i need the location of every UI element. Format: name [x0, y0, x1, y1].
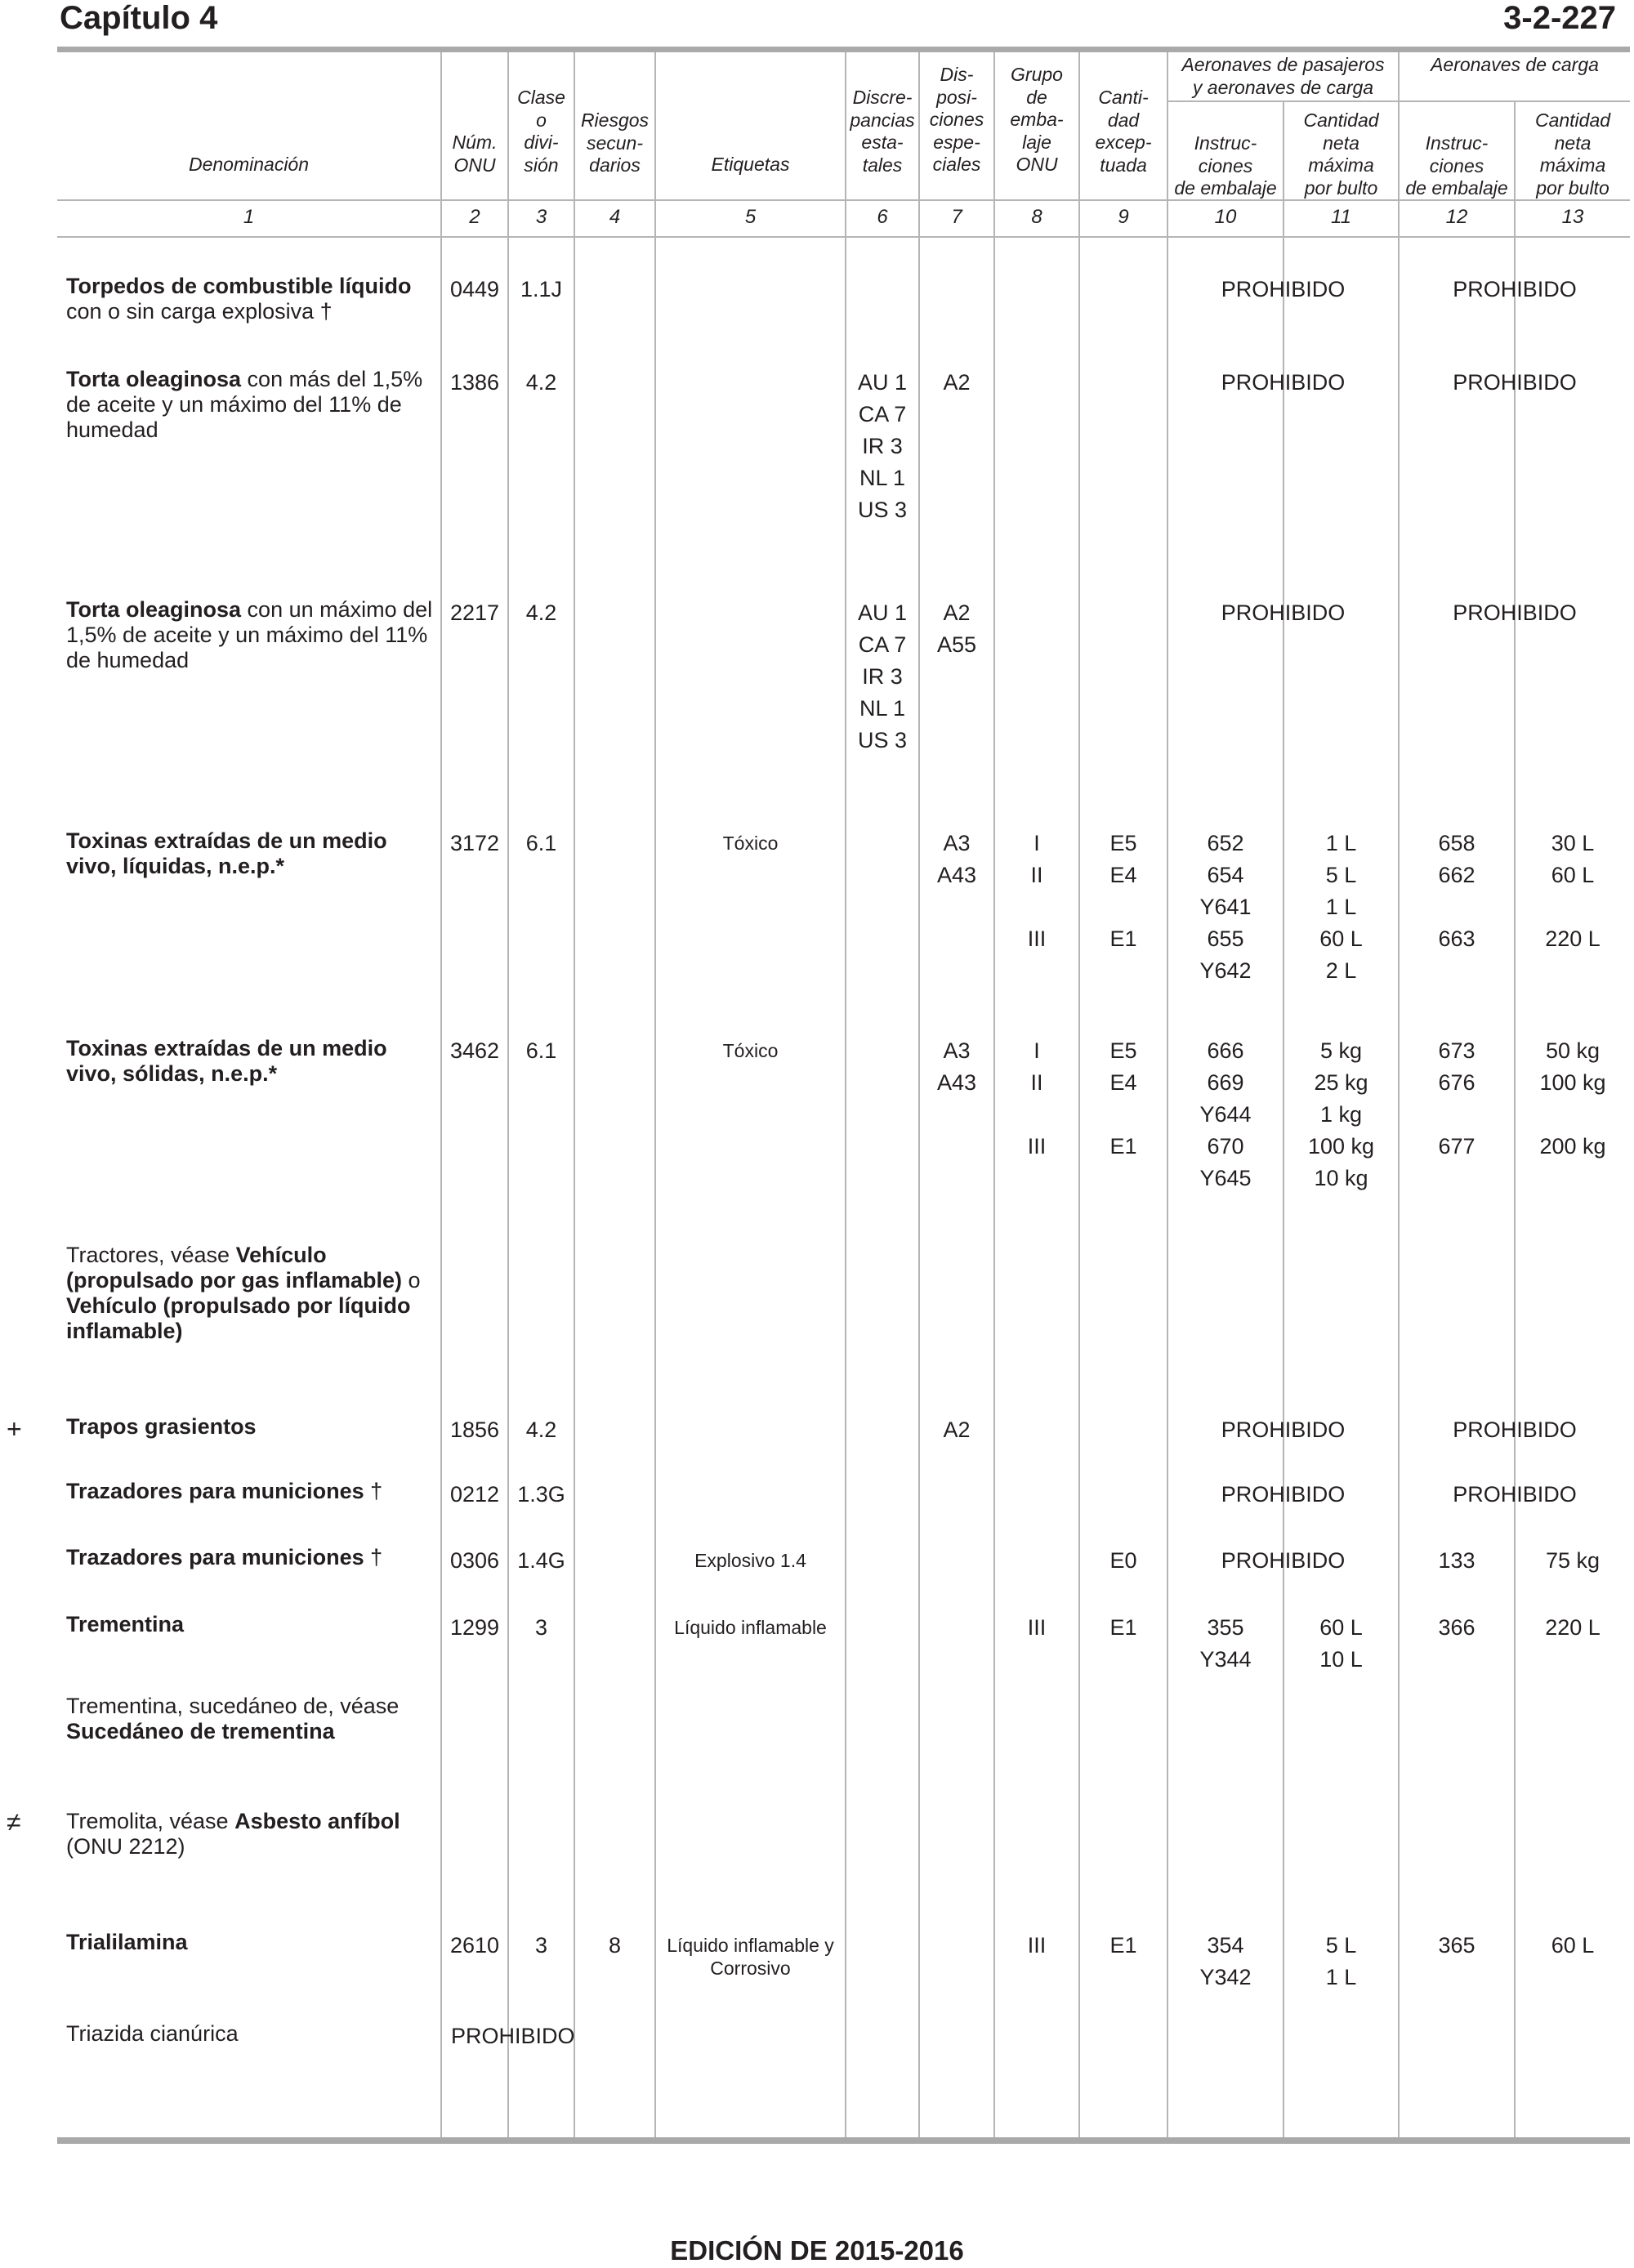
- passenger-status: PROHIBIDO: [1221, 600, 1346, 625]
- entry-name: Torta oleaginosa con más del 1,5% de aceite y un máximo del 11% de humedad: [66, 367, 423, 442]
- header-instrucciones-carga: Instruc- ciones de embalaje: [1405, 132, 1508, 199]
- passenger-max-quantity: 60 L 10 L: [1319, 1615, 1363, 1672]
- excepted-quantity: E0: [1109, 1548, 1137, 1573]
- header-carga-group: Aeronaves de carga: [1431, 54, 1599, 75]
- col-divider: [507, 52, 509, 2137]
- header-cantidad-carga: Cantidad neta máxima por bulto: [1534, 109, 1611, 199]
- column-number: 8: [1031, 206, 1042, 228]
- header-instrucciones-pasajeros: Instruc- ciones de embalaje: [1174, 132, 1277, 199]
- entry-name: Trialilamina: [66, 1930, 188, 1954]
- page-number: 3-2-227: [1503, 0, 1616, 36]
- special-provisions: A2 A55: [936, 600, 977, 657]
- un-number: 0449: [449, 277, 500, 301]
- entry-name: Torpedos de combustible líquido con o sin carga explosiva †: [66, 274, 412, 324]
- header-rule: [57, 199, 1630, 201]
- header-pasajeros-group: Aeronaves de pasajeros y aeronaves de carga: [1181, 54, 1385, 98]
- passenger-packing-instruction: 652 654 Y641 655 Y642: [1199, 831, 1252, 983]
- col-divider: [845, 52, 846, 2137]
- un-number: 1856: [449, 1418, 500, 1442]
- header-cantidad-exceptuada: Canti- dad excep- tuada: [1095, 87, 1152, 176]
- label-text: Tóxico: [722, 833, 779, 854]
- header-denominacion: Denominación: [188, 154, 310, 175]
- passenger-status: PROHIBIDO: [1221, 370, 1346, 395]
- entry-name: Torta oleaginosa con un máximo del 1,5% de aceite y un máximo del 11% de humedad: [66, 597, 433, 672]
- packing-group: III: [1027, 1933, 1047, 1958]
- class-division: 3: [534, 1933, 548, 1958]
- column-number: 6: [877, 206, 888, 228]
- excepted-quantity: E5 E4 E1: [1109, 1038, 1137, 1159]
- forbidden-status: PROHIBIDO: [451, 2024, 575, 2048]
- column-number: 7: [951, 206, 962, 228]
- cargo-packing-instruction: 673 676 677: [1438, 1038, 1476, 1159]
- top-rule: [57, 47, 1630, 52]
- un-number: 1299: [449, 1615, 500, 1640]
- cargo-status: PROHIBIDO: [1453, 370, 1577, 395]
- un-number: 3462: [449, 1038, 500, 1063]
- passenger-max-quantity: 5 L 1 L: [1325, 1933, 1357, 1989]
- cargo-status: PROHIBIDO: [1453, 277, 1577, 301]
- special-provisions: A3 A43: [936, 831, 977, 887]
- passenger-packing-instruction: 354 Y342: [1199, 1933, 1252, 1989]
- cargo-packing-instruction: 133: [1438, 1548, 1476, 1573]
- edition-footer: EDICIÓN DE 2015-2016: [670, 2235, 964, 2266]
- passenger-packing-instruction: 355 Y344: [1199, 1615, 1252, 1672]
- passenger-packing-instruction: 666 669 Y644 670 Y645: [1199, 1038, 1252, 1190]
- cross-reference: Tremolita, véase Asbesto anfíbol (ONU 2212): [66, 1809, 400, 1859]
- un-number: 2610: [449, 1933, 500, 1958]
- entry-name: Triazida cianúrica: [66, 2021, 239, 2046]
- label-text: Explosivo 1.4: [694, 1550, 806, 1571]
- packing-group: III: [1027, 1615, 1047, 1640]
- col-divider: [440, 52, 442, 2137]
- class-division: 6.1: [525, 831, 557, 855]
- class-division: 3: [534, 1615, 548, 1640]
- cargo-max-quantity: 30 L 60 L 220 L: [1545, 831, 1601, 951]
- entry-name: Toxinas extraídas de un medio vivo, sólidas, n.e.p.*: [66, 1036, 387, 1086]
- state-variations: AU 1 CA 7 IR 3 NL 1 US 3: [857, 600, 908, 752]
- entry-name: Toxinas extraídas de un medio vivo, líquidas, n.e.p.*: [66, 828, 387, 878]
- header-disposiciones: Dis- posi- ciones espe- ciales: [929, 64, 984, 175]
- excepted-quantity: E1: [1109, 1615, 1137, 1640]
- colnum-rule: [57, 236, 1630, 238]
- header-num-onu: Núm. ONU: [452, 132, 498, 176]
- un-number: 0306: [449, 1548, 500, 1573]
- special-provisions: A3 A43: [936, 1038, 977, 1095]
- chapter-title: Capítulo 4: [60, 0, 218, 36]
- packing-group: I II III: [1027, 831, 1047, 951]
- header-riesgos: Riesgos secun- darios: [580, 109, 650, 176]
- label-text: Tóxico: [722, 1040, 779, 1061]
- entry-name: Trazadores para municiones †: [66, 1545, 383, 1569]
- cargo-max-quantity: 75 kg: [1545, 1548, 1601, 1573]
- column-number: 4: [609, 206, 621, 228]
- header-discrepancias: Discre- pancias esta- tales: [850, 87, 915, 176]
- passenger-status: PROHIBIDO: [1221, 277, 1346, 301]
- label-text: Líquido inflamable y Corrosivo: [667, 1935, 834, 1979]
- cargo-packing-instruction: 366: [1438, 1615, 1476, 1640]
- un-number: 0212: [449, 1482, 500, 1507]
- class-division: 1.1J: [520, 277, 563, 301]
- cargo-status: PROHIBIDO: [1453, 600, 1577, 625]
- column-number: 12: [1445, 206, 1468, 228]
- class-division: 4.2: [525, 600, 557, 625]
- header-grupo: Grupo de emba- laje ONU: [1010, 64, 1064, 175]
- state-variations: AU 1 CA 7 IR 3 NL 1 US 3: [857, 370, 908, 522]
- header-etiquetas: Etiquetas: [711, 154, 790, 175]
- entry-name: Trementina: [66, 1612, 185, 1636]
- packing-group: I II III: [1027, 1038, 1047, 1159]
- cross-reference: Tractores, véase Vehículo (propulsado por gas inflamable) o Vehículo (propulsado por líquido inflamable): [66, 1243, 421, 1343]
- column-number: 2: [469, 206, 480, 228]
- entry-name: Trapos grasientos: [66, 1414, 257, 1439]
- revision-mark-plus: +: [7, 1414, 22, 1444]
- special-provisions: A2: [943, 1418, 971, 1442]
- cross-reference: Trementina, sucedáneo de, véase Sucedáneo de trementina: [66, 1694, 400, 1743]
- cargo-packing-instruction: 658 662 663: [1438, 831, 1476, 951]
- header-cantidad-pasajeros: Cantidad neta máxima por bulto: [1303, 109, 1379, 199]
- un-number: 3172: [449, 831, 500, 855]
- col-divider: [574, 52, 575, 2137]
- bottom-rule: [57, 2137, 1630, 2144]
- cargo-max-quantity: 50 kg 100 kg 200 kg: [1539, 1038, 1606, 1159]
- class-division: 1.3G: [517, 1482, 565, 1507]
- column-number: 13: [1561, 206, 1584, 228]
- entry-name: Trazadores para municiones †: [66, 1479, 383, 1503]
- column-number: 3: [535, 206, 547, 228]
- cargo-max-quantity: 60 L: [1551, 1933, 1595, 1958]
- column-number: 1: [243, 206, 255, 228]
- class-division: 4.2: [525, 370, 557, 395]
- cargo-packing-instruction: 365: [1438, 1933, 1476, 1958]
- passenger-max-quantity: 5 kg 25 kg 1 kg 100 kg 10 kg: [1307, 1038, 1375, 1190]
- cargo-status: PROHIBIDO: [1453, 1418, 1577, 1442]
- column-number: 9: [1118, 206, 1129, 228]
- passenger-status: PROHIBIDO: [1221, 1418, 1346, 1442]
- label-text: Líquido inflamable: [674, 1617, 827, 1638]
- special-provisions: A2: [943, 370, 971, 395]
- revision-mark-not-equal: ≠: [7, 1807, 21, 1837]
- column-number: 5: [744, 206, 757, 228]
- header-clase: Clase o divi- sión: [517, 87, 565, 176]
- column-number: 10: [1214, 206, 1237, 228]
- class-division: 1.4G: [517, 1548, 565, 1573]
- un-number: 1386: [449, 370, 500, 395]
- excepted-quantity: E1: [1109, 1933, 1137, 1958]
- passenger-status: PROHIBIDO: [1221, 1482, 1346, 1507]
- excepted-quantity: E5 E4 E1: [1109, 831, 1137, 951]
- un-number: 2217: [449, 600, 500, 625]
- passenger-status: PROHIBIDO: [1221, 1548, 1346, 1573]
- class-division: 6.1: [525, 1038, 557, 1063]
- passenger-max-quantity: 1 L 5 L 1 L 60 L 2 L: [1319, 831, 1363, 983]
- cargo-max-quantity: 220 L: [1545, 1615, 1601, 1640]
- cargo-status: PROHIBIDO: [1453, 1482, 1577, 1507]
- column-number: 11: [1331, 206, 1351, 228]
- subsidiary-risk: 8: [608, 1933, 622, 1958]
- class-division: 4.2: [525, 1418, 557, 1442]
- col-divider: [654, 52, 656, 2137]
